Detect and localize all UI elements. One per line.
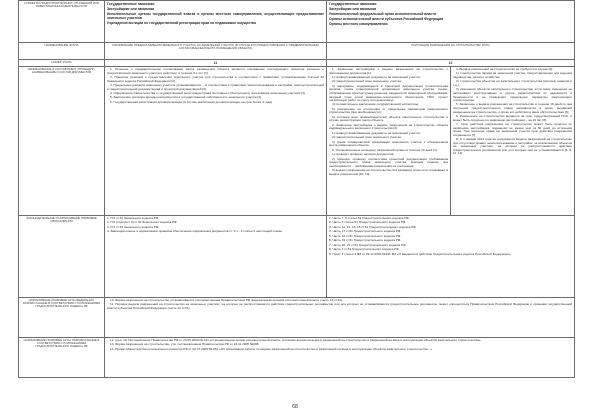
paragraph: Органы местного самоуправления [329,21,388,26]
regulatory-acts-text [105,338,575,378]
paragraph: 4) положительное заключение государственной экспертизы; [332,102,419,107]
paragraph: 2) градостроительный план земельного участка; [332,135,402,140]
paragraph: 2) строительства объектов не капитального строительства (киосков, навесов и т.д.); [453,79,573,87]
paragraph: 6. Часть 19 ст.51 Градостроительного кодекса РФ. [329,238,402,243]
paragraph: Исполнительные органы государственной власти и органы местного самоуправления, осуществляющие предоставление земельных участков [107,11,324,20]
paragraph: Государственные заказчики [107,2,155,6]
paragraph: 3. Уполномоченные на выдачу разрешений органы в течение 10 дней [1]: [332,147,438,152]
paragraph: 3. П.3 ст.33 Земельного кодекса РФ. [107,224,160,229]
page-number: 68 [292,404,298,410]
paragraph: 5. Заключение договора аренды находящегося в государственной собственности земельного участка [4]. [110,95,262,100]
paragraph: Застройщики или заказчики [107,6,155,11]
regulatory-acts-row [19,338,575,378]
regulatory-acts-label: НОРМАТИВНЫЕ ПРАВОВЫЕ АКТЫ, РАЗРАБОТАННЫЕ В СООТВЕТСТВИИ С ПОЛОЖЕНИЯМИ ГРАДОСТРОИТЕЛЬНОГО КОДЕКСА РФ [19,338,105,378]
header-col12 [327,1,575,43]
legal-basis-col11 [105,216,327,298]
stage-name-col12: ПОЛУЧЕНИЕ РАЗРЕШЕНИЯ НА СТРОИТЕЛЬСТВО (РНС) [327,43,575,60]
paragraph: 1. Заявление застройщика о выдаче разрешения на строительство с приложением документов [1]: [329,67,448,75]
paragraph: 2. П.5 (подпункт 4) ст.30 Земельного кодекса РФ. [107,220,178,225]
paragraph: 1. Решение о предварительном согласовании места размещения объекта является основанием последующего принятия решения о предоставлении земельного участка и действует в течение 3-х лет [4]. [107,67,324,75]
paragraph: 9. Пункт 4 статьи 3 ФЗ от 29.12.2004 №191-ФЗ «О введении в действие Градостроительного кодекса Российской Федерации». [329,251,512,256]
paragraph: 2) проводят проверку соответствия проектной документации требованиям градостроительного плана земельного участка, красным линиям, при необходимости – требованиям разрешения на отклонение; [329,156,448,168]
paragraph: 3) изменения объектов капитального строительства, если такие изменения не затрагивают конструктивные и другие характеристики их надежности и безопасности и не превышают предельные параметры разрешенного строительства. [453,87,573,103]
federal-acts-row [19,298,575,338]
paragraph: 5) разрешение на отклонение от предельных параметров разрешенного строительства (при необходимости); [329,106,448,115]
paragraph: 3. Части 11, 12, 13, 15 ст.51 Градостроительного кодекса РФ. [329,224,417,229]
stage-name-label: НАИМЕНОВАНИЕ ЭТАПА [19,43,105,60]
paragraph: 1) правоустанавливающие документы на земельный участок; [332,130,421,135]
header-label: СУБЪЕКТЫ ГРАДОСТРОИТЕЛЬНЫХ ОТНОШЕНИЙ ИЛИ ИНВЕСТИЦИОННОЙ ДЕЯТЕЛЬНОСТИ [19,1,105,43]
paragraph: 6) согласие всех правообладателей объекта капитального строительства в случае реконструкции такого объекта. [329,114,448,123]
stage-number-row [19,60,575,67]
paragraph: 1) проводят проверку наличия документов; [332,152,395,157]
paragraph: 2. Заявление застройщика о выдаче разрешения на строительство объекта индивидуального жилищного строительства [2]: [329,122,448,131]
document-page [18,0,574,378]
paragraph: 3. Предельные размеры земельных участков устанавливаются ... в соответствии с правилами землепользования и застройки, землеустроительной и градостроительной документацией и проектной документацией [3]. [107,82,324,91]
paragraph: 3) выдают разрешение на строительство без взимания платы или отказывают в выдаче разрешения [10, 13]. [329,168,448,176]
federal-acts-text [105,298,575,338]
paragraph: 12. (ред. 11) Постановление Правительства РФ от 23.05.2009 № 441 «О федеральном органе исполнительной власти, уполномоченном на выдачу разрешений на строительство и разрешений на ввод в эксплуатацию объектов капитального строительства». [110,338,482,342]
paragraph: 10. Форма разрешения на строительство устанавливается уполномоченным Правительством РФ федеральным органом исполнительной власти (часть 16 ст.51). [110,298,343,302]
paragraph: 5. Часть 16 ст.51 Градостроительного кодекса РФ. [329,233,402,238]
header-col11 [105,1,327,43]
paragraph: 4. Законодательное и нормативное правовое обеспечение оформления документов ст. 3.1 - 4 статьи 4 настоящей схемы. [107,229,283,234]
legal-basis-label: ЗАКОНОДАТЕЛЬНЫЕ И НОРМАТИВНЫЕ ПРАВОВЫЕ ОБОСНОВАНИЯ [19,216,105,298]
procedures-col12 [327,67,451,216]
paragraph: 2. Принятие решения о предоставлении земельного участка для строительства в соответствии с правилами, установленными статьей 32 Земельного кодекса Российской Федерации [2]. [107,74,324,83]
paragraph: Застройщики или заказчики [329,6,377,11]
paragraph: 8. Часть 3 ст.51 Градостроительного кодекса РФ. [329,247,400,252]
paragraph: 13. Форма разрешения на строительство, утв. постановлением Правительства РФ от 24.11.2005 №698. [110,342,260,347]
paragraph: Уполномоченный федеральный орган исполнительной власти [329,11,436,16]
procedures-row [19,67,575,216]
stage-number-12: 12 [327,60,575,67]
procedures-col11 [105,67,327,216]
header-row [19,1,575,43]
paragraph: 1. П.6 ст.31 Земельного кодекса РФ. [107,216,160,220]
paragraph: 3) схема планировочной организации земельного участка с обозначением места размещения объекта. [329,139,448,148]
stage-name-row [19,43,575,60]
stage-name-col11: ОФОРМЛЕНИЕ ПРЕДОСТАВЛЕНИЯ ЗЕМЕЛЬНОГО УЧАСТКА НА ЗЕМЕЛЬНЫЙ УЧАСТОК (В СЛУЧАЕ ЕГО ПРЕДОСТАВЛЕНИЯ С ПРЕДВАРИТЕЛЬНЫМ СОГЛАСОВАНИЕМ МЕСТА РАЗМЕЩЕНИЯ ОБЪЕКТА) [105,43,327,60]
procedures-label: НАИМЕНОВАНИЕ И СОСТАВ РАБОТ (ПРОЦЕДУР). НАИМЕНОВАНИЕ И СОСТАВ ДОКУМЕНТОВ [19,67,105,216]
paragraph: 6. Разрешение на строительство выдается на срок, предусмотренный ПОС, и может быть продлено по заявлению застройщика – на 10 лет [8]. [453,114,573,122]
paragraph: 1) строительства гаража на земельном участке, предоставленном для ведения садоводства, дачного хозяйства; [453,71,573,79]
paragraph: 7. Часть 20, 21 ст.51 Градостроительного кодекса РФ. [329,242,407,247]
stage-number-11: 11 [105,60,327,67]
paragraph: 4. Часть 17 ст.51 Градостроительного кодекса РФ. [329,229,402,234]
paragraph: 14. Приказ Министерства регионального развития РФ от 02.07.2009 № 251 «Об организации работы по выдаче разрешений на строительство и разрешений на ввод в эксплуатацию объектов капитального строительства...» [110,346,432,351]
paragraph: 1) правоустанавливающие документы на земельный участок; [332,74,421,79]
paragraph: 2. Часть 9 статьи 51 Градостроительного кодекса РФ. [329,220,407,225]
legal-basis-row [19,216,575,298]
stages-table [18,0,575,378]
paragraph: 4. Выдача разрешений на строительство не требуется в случае [4]: [456,67,553,71]
paragraph: 3) материалы, содержащиеся в проектной документации (пояснительная записка, схема планировочной организации земельного участка, схемы, отображающие архитектурные решения, сведения об инженерном оборудовании, сводный план сетей инженерно-технического обеспечения, ПОС, проект организации работ по сносу или демонтажу); [329,83,448,103]
paragraph: Учреждения юстиции по государственной регистрации прав на недвижимое имущество [107,20,257,25]
federal-acts-label: НОРМАТИВНЫЕ ПРАВОВЫЕ АКТЫ ФЕДЕРАЦИИ, РАЗРАБОТАННЫЕ В СООТВЕТСТВИИ С ПОЛОЖЕНИЯМИ ГРАДОСТРОИТЕЛЬНОГО КОДЕКСА РФ [19,298,105,338]
stage-number-label: НОМЕР ЭТАПА [19,60,105,67]
paragraph: Государственные заказчики [329,2,377,6]
paragraph: 7. Срок действия разрешения на строительство может быть продлен по заявлению застройщика, поданному не менее чем за 60 дней до истечения срока. При переходе права на земельный участок срок действия разрешения сохраняется [7]. [453,122,573,137]
paragraph: 2) градостроительный план земельного участка; [332,79,402,84]
paragraph: 8. С 1 января 2013 года не допускается выдача разрешений на строительство при отсутствии правил землепользования и застройки, за исключением объектов на земельных участках, на которые не распространяется действие градостроительных регламентов или для которых они не устанавливаются [6, 9, 11, 12]. [453,137,573,156]
paragraph: Органы исполнительной власти субъектов Российской Федерации [329,16,444,21]
paragraph: 11. Порядок выдачи разрешений на строительство на земельных участках, на которые не распространяется действие градостроительных регламентов или для которых не устанавливаются градостроительные регламенты, может определяться Правительством Российской Федерации и органами государственной власти субъектов Российской Федерации (часть 22 ст.51). [107,302,573,310]
paragraph: 4. Оформление Свидетельства о государственной регистрации права постоянного (бессрочного) пользования земельным участком [4]. [110,90,306,95]
paragraph: 1. Часть 7, 9 статьи 51 Градостроительного кодекса РФ. [329,216,410,220]
legal-basis-col12 [327,216,575,298]
paragraph: 5. Заявление о выдаче разрешения на строительство в течение 10 дней со дня получения градостроительного плана направляется в орган, выдавший разрешение на строительство, о сроке его действия и иных обстоятельствах [3]. [453,102,573,114]
procedures-col12-continued [451,67,575,216]
paragraph: 6. Государственная регистрация договора аренды (в случае заключения договора аренды на срок более 1 года). [110,99,273,104]
